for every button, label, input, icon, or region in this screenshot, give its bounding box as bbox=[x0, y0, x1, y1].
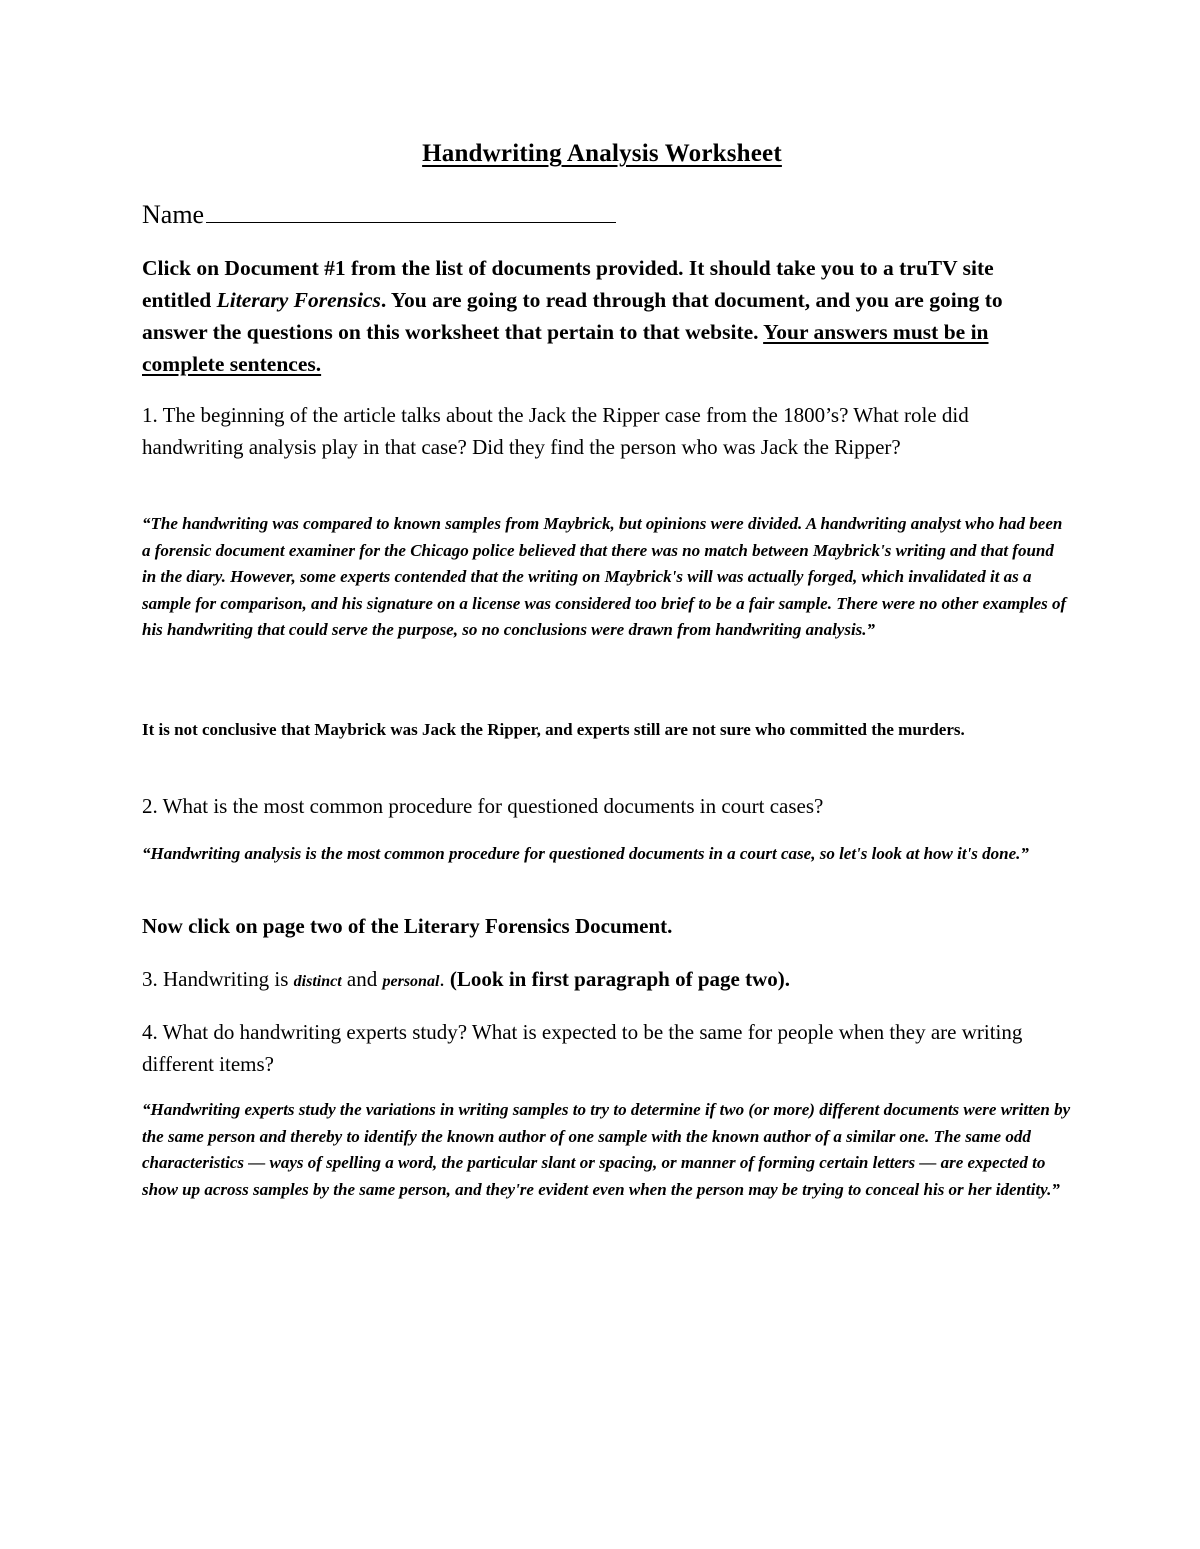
instructions-part1: Click on Document #1 from the list of documents provided. It should take you to a truTV site entitled bbox=[142, 256, 994, 312]
question-3-answer-distinct: distinct bbox=[293, 973, 342, 990]
page-two-instruction: Now click on page two of the Literary Forensics Document. bbox=[142, 914, 673, 938]
question-4: 4. What do handwriting experts study? What is expected to be the same for people when they are writing different items? bbox=[142, 1020, 1023, 1076]
question-2-quote: “Handwriting analysis is the most common procedure for questioned documents in a court case, so let's look at how it's done.” bbox=[142, 844, 1029, 863]
name-field bbox=[142, 198, 616, 230]
worksheet-title: Handwriting Analysis Worksheet bbox=[422, 140, 782, 167]
question-1-quote: “The handwriting was compared to known samples from Maybrick, but opinions were divided. A handwriting analyst who had been a forensic document examiner for the Chicago police believed that there was no match between Maybrick's writing and that found in the diary. However, some experts contended that the writing on Maybrick's will was actually forged, which invalidated it as a sample for comparison, and his signature on a license was considered too brief to be a fair sample. There were no other examples of his handwriting that could serve the purpose, so no conclusions were drawn from handwriting analysis.” bbox=[142, 514, 1067, 639]
question-1: 1. The beginning of the article talks about the Jack the Ripper case from the 1800’s? What role did handwriting analysis play in that case? Did they find the person who was Jack the Ripper? bbox=[142, 403, 969, 459]
name-blank-line bbox=[206, 198, 616, 223]
question-2: 2. What is the most common procedure for questioned documents in court cases? bbox=[142, 794, 824, 818]
name-label: Name bbox=[142, 200, 205, 229]
instructions-part2: . You are going to read through that document, and you are going to answer the questions on this worksheet that pertain to that website. bbox=[142, 288, 1003, 344]
instructions-paragraph bbox=[142, 252, 1062, 380]
question-3 bbox=[142, 963, 1062, 998]
question-4-quote: “Handwriting experts study the variations in writing samples to try to determine if two (or more) different documents were written by the same person and thereby to identify the known author of one sample with the known author of a similar one. The same odd characteristics — ways of spelling a word, the particular slant or spacing, or manner of forming certain letters — are expected to show up across samples by the same person, and they're evident even when the person may be trying to conceal his or her identity.” bbox=[142, 1100, 1071, 1199]
question-3-period: . bbox=[439, 967, 450, 991]
question-3-middle: and bbox=[341, 967, 383, 991]
question-3-hint: (Look in first paragraph of page two). bbox=[449, 967, 790, 991]
complete-sentences-requirement: Your answers must be in complete sentences. bbox=[142, 320, 989, 376]
question-1-answer: It is not conclusive that Maybrick was Jack the Ripper, and experts still are not sure who committed the murders. bbox=[142, 720, 965, 739]
site-name: Literary Forensics bbox=[216, 288, 381, 312]
question-3-prefix: 3. Handwriting is bbox=[142, 967, 294, 991]
question-3-answer-personal: personal bbox=[382, 973, 440, 990]
